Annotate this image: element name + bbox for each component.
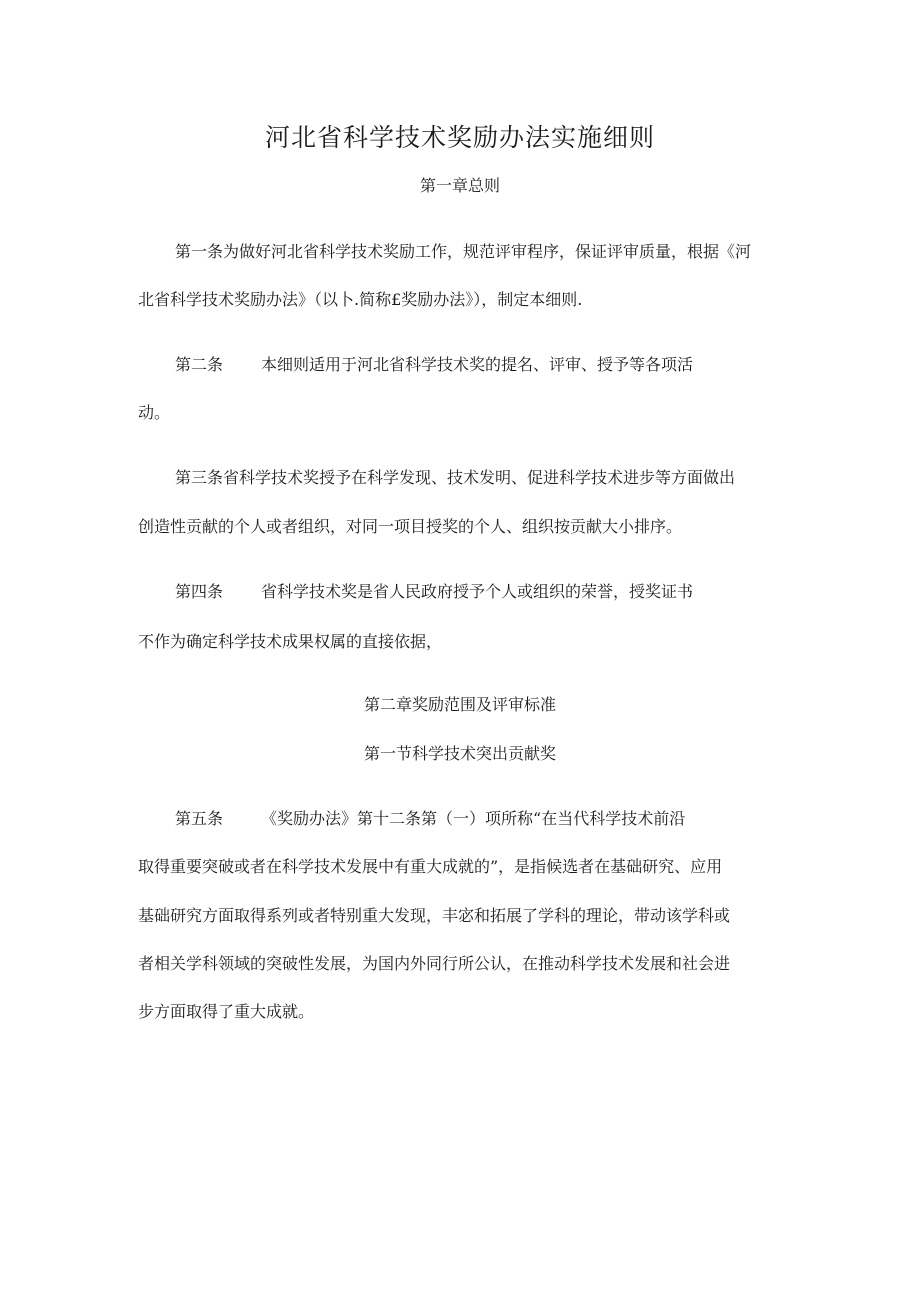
article-5-line-1	[175, 809, 685, 829]
article-1-line-2: 北省科学技术奖励办法》（以卜.简称£奖励办法》），制定本细则.	[138, 290, 583, 309]
article-text: 省科学技术奖是省人民政府授予个人或组织的荣誉，授奖证书	[261, 582, 694, 601]
article-5-line-2: 取得重要突破或者在科学技术发展中有重大成就的”，是指候选者在基础研究、应用	[138, 857, 723, 876]
article-3-line-2: 创造性贡献的个人或者组织，对同一项目授奖的个人、组织按贡献大小排序。	[138, 517, 683, 536]
chapter-heading: 第一章总则	[419, 176, 500, 195]
article-label: 第四条	[175, 582, 224, 601]
article-text: 本细则适用于河北省科学技术奖的提名、评审、授予等各项活	[261, 355, 694, 374]
article-1-line-1: 第一条为做好河北省科学技术奖励工作，规范评审程序，保证评审质量，根据《河	[175, 242, 752, 261]
article-3-line-1: 第三条省科学技术奖授予在科学发现、技术发明、促进科学技术进步等方面做出	[175, 468, 736, 487]
article-5-line-4: 者相关学科领域的突破性发展，为国内外同行所公认，在推动科学技术发展和社会进	[138, 954, 731, 973]
article-2-line-2: 动。	[138, 403, 171, 422]
article-5-line-3: 基础研究方面取得系列或者特别重大发现，丰宓和拓展了学科的理论，带动该学科或	[138, 906, 731, 925]
article-label: 第二条	[175, 355, 224, 374]
article-2-line-1	[175, 355, 693, 375]
article-4-line-2: 不作为确定科学技术成果权属的直接依据，	[138, 632, 443, 651]
article-5-line-5: 步方面取得了重大成就。	[138, 1002, 315, 1021]
document-title: 河北省科学技术奖励办法实施细则	[264, 123, 655, 152]
article-4-line-1	[175, 582, 693, 602]
chapter-heading: 第二章奖励范围及评审标准	[363, 695, 556, 714]
article-text: 《奖励办法》第十二条第（一）项所称“在当代科学技术前沿	[261, 809, 686, 828]
article-label: 第五条	[175, 809, 224, 828]
section-heading: 第一节科学技术突出贡献奖	[363, 744, 556, 763]
